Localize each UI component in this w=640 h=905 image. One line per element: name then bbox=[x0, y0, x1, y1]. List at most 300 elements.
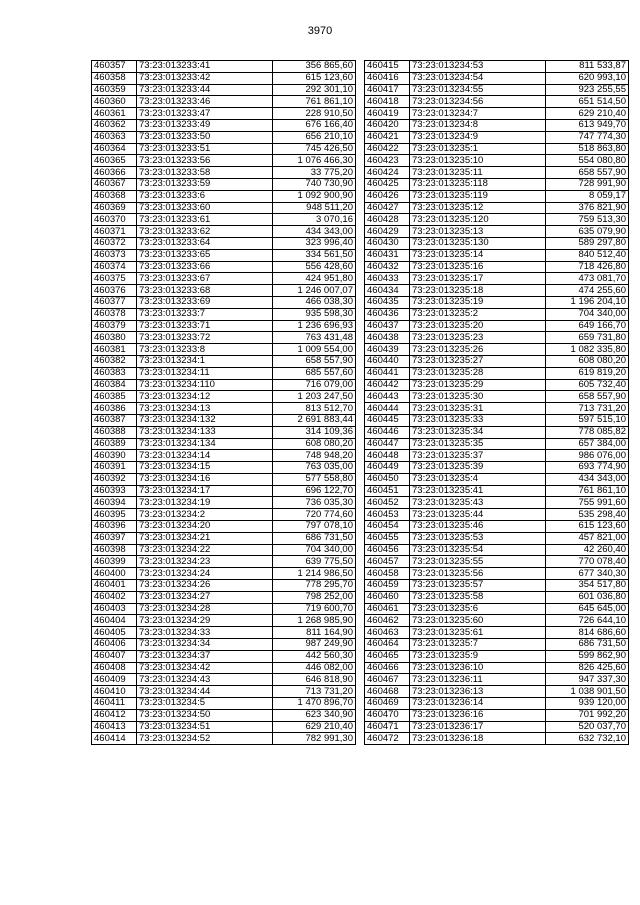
table-row bbox=[92, 261, 356, 273]
cadastral-number-cell: 73:23:013236:11 bbox=[410, 674, 546, 686]
record-number-cell: 460426 bbox=[365, 190, 410, 202]
cadastral-number-cell: 73:23:013233:62 bbox=[137, 226, 273, 238]
cadastral-number-cell: 73:23:013233:65 bbox=[137, 249, 273, 261]
cadastral-number-cell: 73:23:013234:26 bbox=[137, 580, 273, 592]
cadastral-number-cell: 73:23:013233:69 bbox=[137, 296, 273, 308]
cadastral-value-cell: 778 085,82 bbox=[546, 426, 629, 438]
table-row bbox=[92, 344, 356, 356]
table-row bbox=[92, 615, 356, 627]
record-number-cell: 460409 bbox=[92, 674, 137, 686]
cadastral-value-cell: 520 037,70 bbox=[546, 721, 629, 733]
cadastral-number-cell: 73:23:013234:1 bbox=[137, 355, 273, 367]
cadastral-value-cell: 797 078,10 bbox=[273, 521, 356, 533]
cadastral-number-cell: 73:23:013233:60 bbox=[137, 202, 273, 214]
cadastral-number-cell: 73:23:013235:18 bbox=[410, 285, 546, 297]
cadastral-number-cell: 73:23:013233:67 bbox=[137, 273, 273, 285]
cadastral-value-cell: 613 949,70 bbox=[546, 119, 629, 131]
cadastral-number-cell: 73:23:013235:43 bbox=[410, 497, 546, 509]
cadastral-value-cell: 597 515,10 bbox=[546, 414, 629, 426]
cadastral-value-cell: 1 076 466,30 bbox=[273, 155, 356, 167]
record-number-cell: 460416 bbox=[365, 72, 410, 84]
cadastral-number-cell: 73:23:013235:34 bbox=[410, 426, 546, 438]
cadastral-value-cell: 605 732,40 bbox=[546, 379, 629, 391]
table-row bbox=[92, 532, 356, 544]
cadastral-value-cell: 556 428,60 bbox=[273, 261, 356, 273]
record-number-cell: 460460 bbox=[365, 591, 410, 603]
record-number-cell: 460362 bbox=[92, 119, 137, 131]
record-number-cell: 460407 bbox=[92, 650, 137, 662]
cadastral-value-cell: 599 862,90 bbox=[546, 650, 629, 662]
table-row bbox=[92, 190, 356, 202]
cadastral-number-cell: 73:23:013235:31 bbox=[410, 403, 546, 415]
table-row bbox=[92, 108, 356, 120]
cadastral-value-cell: 620 993,10 bbox=[546, 72, 629, 84]
record-number-cell: 460428 bbox=[365, 214, 410, 226]
cadastral-value-cell: 457 821,00 bbox=[546, 532, 629, 544]
cadastral-value-cell: 719 600,70 bbox=[273, 603, 356, 615]
table-row bbox=[365, 473, 629, 485]
record-number-cell: 460361 bbox=[92, 108, 137, 120]
cadastral-number-cell: 73:23:013233:51 bbox=[137, 143, 273, 155]
table-row bbox=[365, 627, 629, 639]
table-row bbox=[365, 556, 629, 568]
cadastral-number-cell: 73:23:013234:51 bbox=[137, 721, 273, 733]
cadastral-value-cell: 826 425,60 bbox=[546, 662, 629, 674]
cadastral-value-cell: 761 861,10 bbox=[546, 485, 629, 497]
cadastral-number-cell: 73:23:013234:15 bbox=[137, 462, 273, 474]
cadastral-value-cell: 1 082 335,80 bbox=[546, 344, 629, 356]
cadastral-value-cell: 726 644,10 bbox=[546, 615, 629, 627]
cadastral-number-cell: 73:23:013235:119 bbox=[410, 190, 546, 202]
record-number-cell: 460446 bbox=[365, 426, 410, 438]
record-number-cell: 460389 bbox=[92, 438, 137, 450]
record-number-cell: 460413 bbox=[92, 721, 137, 733]
cadastral-number-cell: 73:23:013235:37 bbox=[410, 450, 546, 462]
cadastral-value-cell: 629 210,40 bbox=[546, 108, 629, 120]
cadastral-number-cell: 73:23:013234:12 bbox=[137, 391, 273, 403]
record-number-cell: 460390 bbox=[92, 450, 137, 462]
cadastral-number-cell: 73:23:013234:133 bbox=[137, 426, 273, 438]
table-row bbox=[92, 379, 356, 391]
cadastral-value-cell: 8 059,17 bbox=[546, 190, 629, 202]
cadastral-number-cell: 73:23:013235:44 bbox=[410, 509, 546, 521]
record-number-cell: 460424 bbox=[365, 167, 410, 179]
cadastral-value-cell: 518 863,80 bbox=[546, 143, 629, 155]
cadastral-number-cell: 73:23:013234:14 bbox=[137, 450, 273, 462]
cadastral-value-cell: 632 732,10 bbox=[546, 733, 629, 745]
table-row bbox=[92, 426, 356, 438]
record-number-cell: 460377 bbox=[92, 296, 137, 308]
cadastral-value-cell: 740 730,90 bbox=[273, 178, 356, 190]
cadastral-value-cell: 434 343,00 bbox=[273, 226, 356, 238]
table-row bbox=[92, 367, 356, 379]
cadastral-number-cell: 73:23:013235:2 bbox=[410, 308, 546, 320]
cadastral-number-cell: 73:23:013234:34 bbox=[137, 639, 273, 651]
record-number-cell: 460370 bbox=[92, 214, 137, 226]
record-number-cell: 460374 bbox=[92, 261, 137, 273]
cadastral-value-cell: 713 731,20 bbox=[546, 403, 629, 415]
table-row bbox=[365, 285, 629, 297]
table-row bbox=[365, 438, 629, 450]
record-number-cell: 460427 bbox=[365, 202, 410, 214]
cadastral-value-cell: 608 080,20 bbox=[273, 438, 356, 450]
record-number-cell: 460414 bbox=[92, 733, 137, 745]
record-number-cell: 460421 bbox=[365, 131, 410, 143]
table-row bbox=[92, 119, 356, 131]
table-row bbox=[92, 497, 356, 509]
cadastral-value-cell: 1 196 204,10 bbox=[546, 296, 629, 308]
record-number-cell: 460470 bbox=[365, 709, 410, 721]
record-number-cell: 460378 bbox=[92, 308, 137, 320]
cadastral-number-cell: 73:23:013234:20 bbox=[137, 521, 273, 533]
cadastral-value-cell: 948 511,20 bbox=[273, 202, 356, 214]
cadastral-value-cell: 601 036,80 bbox=[546, 591, 629, 603]
record-number-cell: 460401 bbox=[92, 580, 137, 592]
record-number-cell: 460403 bbox=[92, 603, 137, 615]
record-number-cell: 460380 bbox=[92, 332, 137, 344]
record-number-cell: 460410 bbox=[92, 686, 137, 698]
table-row bbox=[92, 320, 356, 332]
table-row bbox=[365, 237, 629, 249]
cadastral-value-cell: 645 645,00 bbox=[546, 603, 629, 615]
cadastral-number-cell: 73:23:013235:17 bbox=[410, 273, 546, 285]
cadastral-number-cell: 73:23:013233:56 bbox=[137, 155, 273, 167]
record-number-cell: 460406 bbox=[92, 639, 137, 651]
cadastral-value-cell: 939 120,00 bbox=[546, 698, 629, 710]
cadastral-value-cell: 798 252,00 bbox=[273, 591, 356, 603]
record-number-cell: 460412 bbox=[92, 709, 137, 721]
table-row bbox=[92, 72, 356, 84]
table-row bbox=[365, 603, 629, 615]
cadastral-value-cell: 629 210,40 bbox=[273, 721, 356, 733]
cadastral-number-cell: 73:23:013235:61 bbox=[410, 627, 546, 639]
table-row bbox=[365, 662, 629, 674]
cadastral-value-cell: 704 340,00 bbox=[273, 544, 356, 556]
cadastral-value-cell: 923 255,55 bbox=[546, 84, 629, 96]
cadastral-value-cell: 716 079,00 bbox=[273, 379, 356, 391]
table-row bbox=[365, 544, 629, 556]
cadastral-number-cell: 73:23:013233:71 bbox=[137, 320, 273, 332]
cadastral-number-cell: 73:23:013234:13 bbox=[137, 403, 273, 415]
table-row bbox=[365, 143, 629, 155]
table-row bbox=[365, 226, 629, 238]
cadastral-number-cell: 73:23:013235:26 bbox=[410, 344, 546, 356]
record-number-cell: 460448 bbox=[365, 450, 410, 462]
cadastral-value-cell: 685 557,60 bbox=[273, 367, 356, 379]
cadastral-number-cell: 73:23:013235:6 bbox=[410, 603, 546, 615]
cadastral-value-cell: 334 561,50 bbox=[273, 249, 356, 261]
cadastral-value-cell: 656 210,10 bbox=[273, 131, 356, 143]
table-row bbox=[92, 155, 356, 167]
cadastral-number-cell: 73:23:013234:44 bbox=[137, 686, 273, 698]
table-row bbox=[92, 709, 356, 721]
cadastral-number-cell: 73:23:013234:55 bbox=[410, 84, 546, 96]
record-number-cell: 460471 bbox=[365, 721, 410, 733]
record-number-cell: 460379 bbox=[92, 320, 137, 332]
record-number-cell: 460425 bbox=[365, 178, 410, 190]
table-row bbox=[92, 473, 356, 485]
cadastral-value-cell: 639 775,50 bbox=[273, 556, 356, 568]
record-number-cell: 460365 bbox=[92, 155, 137, 167]
cadastral-number-cell: 73:23:013235:19 bbox=[410, 296, 546, 308]
table-row bbox=[92, 61, 356, 73]
cadastral-value-cell: 763 431,48 bbox=[273, 332, 356, 344]
cadastral-number-cell: 73:23:013234:27 bbox=[137, 591, 273, 603]
cadastral-number-cell: 73:23:013234:2 bbox=[137, 509, 273, 521]
table-row bbox=[365, 84, 629, 96]
table-row bbox=[365, 155, 629, 167]
cadastral-number-cell: 73:23:013235:54 bbox=[410, 544, 546, 556]
record-number-cell: 460435 bbox=[365, 296, 410, 308]
cadastral-number-cell: 73:23:013234:16 bbox=[137, 473, 273, 485]
record-number-cell: 460459 bbox=[365, 580, 410, 592]
record-number-cell: 460373 bbox=[92, 249, 137, 261]
record-number-cell: 460450 bbox=[365, 473, 410, 485]
table-row bbox=[92, 438, 356, 450]
table-row bbox=[365, 273, 629, 285]
table-row bbox=[92, 414, 356, 426]
cadastral-value-cell: 658 557,90 bbox=[546, 391, 629, 403]
table-row bbox=[92, 167, 356, 179]
table-row bbox=[92, 355, 356, 367]
record-number-cell: 460385 bbox=[92, 391, 137, 403]
cadastral-number-cell: 73:23:013234:11 bbox=[137, 367, 273, 379]
cadastral-number-cell: 73:23:013235:60 bbox=[410, 615, 546, 627]
register-table-left-body bbox=[92, 61, 356, 745]
record-number-cell: 460392 bbox=[92, 473, 137, 485]
cadastral-value-cell: 608 080,20 bbox=[546, 355, 629, 367]
cadastral-value-cell: 755 991,60 bbox=[546, 497, 629, 509]
record-number-cell: 460463 bbox=[365, 627, 410, 639]
cadastral-value-cell: 1 009 554,00 bbox=[273, 344, 356, 356]
table-row bbox=[92, 332, 356, 344]
table-row bbox=[92, 580, 356, 592]
record-number-cell: 460455 bbox=[365, 532, 410, 544]
table-row bbox=[365, 72, 629, 84]
cadastral-number-cell: 73:23:013235:12 bbox=[410, 202, 546, 214]
cadastral-value-cell: 356 865,60 bbox=[273, 61, 356, 73]
cadastral-value-cell: 623 340,90 bbox=[273, 709, 356, 721]
cadastral-number-cell: 73:23:013235:13 bbox=[410, 226, 546, 238]
cadastral-number-cell: 73:23:013234:132 bbox=[137, 414, 273, 426]
cadastral-value-cell: 686 731,50 bbox=[273, 532, 356, 544]
table-row bbox=[365, 108, 629, 120]
cadastral-number-cell: 73:23:013235:16 bbox=[410, 261, 546, 273]
record-number-cell: 460394 bbox=[92, 497, 137, 509]
cadastral-number-cell: 73:23:013236:18 bbox=[410, 733, 546, 745]
table-row bbox=[365, 355, 629, 367]
record-number-cell: 460440 bbox=[365, 355, 410, 367]
record-number-cell: 460457 bbox=[365, 556, 410, 568]
cadastral-value-cell: 747 774,30 bbox=[546, 131, 629, 143]
record-number-cell: 460462 bbox=[365, 615, 410, 627]
register-table-left bbox=[91, 60, 356, 745]
table-row bbox=[92, 226, 356, 238]
cadastral-number-cell: 73:23:013236:13 bbox=[410, 686, 546, 698]
table-row bbox=[365, 733, 629, 745]
cadastral-value-cell: 446 082,00 bbox=[273, 662, 356, 674]
record-number-cell: 460452 bbox=[365, 497, 410, 509]
table-row bbox=[365, 521, 629, 533]
table-row bbox=[365, 485, 629, 497]
cadastral-number-cell: 73:23:013233:64 bbox=[137, 237, 273, 249]
record-number-cell: 460445 bbox=[365, 414, 410, 426]
cadastral-number-cell: 73:23:013234:7 bbox=[410, 108, 546, 120]
cadastral-number-cell: 73:23:013235:29 bbox=[410, 379, 546, 391]
table-row bbox=[92, 96, 356, 108]
table-row bbox=[365, 509, 629, 521]
record-number-cell: 460360 bbox=[92, 96, 137, 108]
cadastral-value-cell: 466 038,30 bbox=[273, 296, 356, 308]
cadastral-number-cell: 73:23:013233:50 bbox=[137, 131, 273, 143]
record-number-cell: 460397 bbox=[92, 532, 137, 544]
cadastral-value-cell: 763 035,00 bbox=[273, 462, 356, 474]
table-row bbox=[365, 249, 629, 261]
table-row bbox=[92, 308, 356, 320]
page-number: 3970 bbox=[307, 25, 333, 37]
table-row bbox=[365, 96, 629, 108]
cadastral-number-cell: 73:23:013235:7 bbox=[410, 639, 546, 651]
cadastral-number-cell: 73:23:013235:23 bbox=[410, 332, 546, 344]
cadastral-number-cell: 73:23:013235:27 bbox=[410, 355, 546, 367]
cadastral-value-cell: 736 035,30 bbox=[273, 497, 356, 509]
record-number-cell: 460431 bbox=[365, 249, 410, 261]
cadastral-number-cell: 73:23:013233:7 bbox=[137, 308, 273, 320]
table-row bbox=[365, 296, 629, 308]
cadastral-value-cell: 770 078,40 bbox=[546, 556, 629, 568]
record-number-cell: 460359 bbox=[92, 84, 137, 96]
cadastral-value-cell: 535 298,40 bbox=[546, 509, 629, 521]
record-number-cell: 460437 bbox=[365, 320, 410, 332]
cadastral-value-cell: 577 558,80 bbox=[273, 473, 356, 485]
cadastral-value-cell: 376 821,90 bbox=[546, 202, 629, 214]
record-number-cell: 460429 bbox=[365, 226, 410, 238]
record-number-cell: 460434 bbox=[365, 285, 410, 297]
cadastral-number-cell: 73:23:013234:24 bbox=[137, 568, 273, 580]
table-row bbox=[92, 296, 356, 308]
cadastral-number-cell: 73:23:013236:16 bbox=[410, 709, 546, 721]
cadastral-value-cell: 778 295,70 bbox=[273, 580, 356, 592]
cadastral-value-cell: 554 080,80 bbox=[546, 155, 629, 167]
cadastral-value-cell: 748 948,20 bbox=[273, 450, 356, 462]
record-number-cell: 460393 bbox=[92, 485, 137, 497]
table-row bbox=[365, 320, 629, 332]
cadastral-number-cell: 73:23:013234:134 bbox=[137, 438, 273, 450]
cadastral-number-cell: 73:23:013235:14 bbox=[410, 249, 546, 261]
cadastral-number-cell: 73:23:013235:1 bbox=[410, 143, 546, 155]
cadastral-number-cell: 73:23:013233:61 bbox=[137, 214, 273, 226]
cadastral-number-cell: 73:23:013234:37 bbox=[137, 650, 273, 662]
table-row bbox=[365, 532, 629, 544]
cadastral-number-cell: 73:23:013233:47 bbox=[137, 108, 273, 120]
record-number-cell: 460447 bbox=[365, 438, 410, 450]
cadastral-number-cell: 73:23:013233:49 bbox=[137, 119, 273, 131]
cadastral-value-cell: 659 731,80 bbox=[546, 332, 629, 344]
cadastral-value-cell: 693 774,90 bbox=[546, 462, 629, 474]
cadastral-value-cell: 1 246 007,07 bbox=[273, 285, 356, 297]
cadastral-value-cell: 718 426,80 bbox=[546, 261, 629, 273]
table-row bbox=[92, 662, 356, 674]
table-row bbox=[92, 273, 356, 285]
record-number-cell: 460367 bbox=[92, 178, 137, 190]
cadastral-value-cell: 986 076,00 bbox=[546, 450, 629, 462]
table-row bbox=[365, 391, 629, 403]
table-row bbox=[92, 462, 356, 474]
record-number-cell: 460432 bbox=[365, 261, 410, 273]
table-row bbox=[92, 285, 356, 297]
record-number-cell: 460464 bbox=[365, 639, 410, 651]
cadastral-number-cell: 73:23:013235:10 bbox=[410, 155, 546, 167]
table-row bbox=[365, 131, 629, 143]
record-number-cell: 460422 bbox=[365, 143, 410, 155]
cadastral-value-cell: 658 557,90 bbox=[273, 355, 356, 367]
record-number-cell: 460396 bbox=[92, 521, 137, 533]
cadastral-value-cell: 704 340,00 bbox=[546, 308, 629, 320]
record-number-cell: 460468 bbox=[365, 686, 410, 698]
cadastral-number-cell: 73:23:013234:23 bbox=[137, 556, 273, 568]
cadastral-value-cell: 987 249,90 bbox=[273, 639, 356, 651]
record-number-cell: 460376 bbox=[92, 285, 137, 297]
table-row bbox=[365, 686, 629, 698]
cadastral-number-cell: 73:23:013233:72 bbox=[137, 332, 273, 344]
cadastral-value-cell: 651 514,50 bbox=[546, 96, 629, 108]
table-row bbox=[92, 733, 356, 745]
table-row bbox=[365, 332, 629, 344]
cadastral-value-cell: 720 774,60 bbox=[273, 509, 356, 521]
record-number-cell: 460420 bbox=[365, 119, 410, 131]
record-number-cell: 460451 bbox=[365, 485, 410, 497]
record-number-cell: 460418 bbox=[365, 96, 410, 108]
cadastral-value-cell: 728 991,90 bbox=[546, 178, 629, 190]
cadastral-number-cell: 73:23:013234:9 bbox=[410, 131, 546, 143]
cadastral-number-cell: 73:23:013235:120 bbox=[410, 214, 546, 226]
table-row bbox=[92, 509, 356, 521]
record-number-cell: 460438 bbox=[365, 332, 410, 344]
table-row bbox=[92, 143, 356, 155]
record-number-cell: 460391 bbox=[92, 462, 137, 474]
cadastral-value-cell: 1 470 896,70 bbox=[273, 698, 356, 710]
cadastral-value-cell: 1 214 986,50 bbox=[273, 568, 356, 580]
record-number-cell: 460369 bbox=[92, 202, 137, 214]
record-number-cell: 460381 bbox=[92, 344, 137, 356]
record-number-cell: 460449 bbox=[365, 462, 410, 474]
table-row bbox=[92, 237, 356, 249]
table-row bbox=[92, 485, 356, 497]
cadastral-number-cell: 73:23:013234:110 bbox=[137, 379, 273, 391]
table-row bbox=[365, 721, 629, 733]
record-number-cell: 460411 bbox=[92, 698, 137, 710]
record-number-cell: 460423 bbox=[365, 155, 410, 167]
cadastral-number-cell: 73:23:013234:22 bbox=[137, 544, 273, 556]
record-number-cell: 460417 bbox=[365, 84, 410, 96]
cadastral-value-cell: 228 910,50 bbox=[273, 108, 356, 120]
cadastral-value-cell: 474 255,60 bbox=[546, 285, 629, 297]
cadastral-value-cell: 947 337,30 bbox=[546, 674, 629, 686]
table-row bbox=[92, 591, 356, 603]
table-row bbox=[365, 450, 629, 462]
cadastral-number-cell: 73:23:013236:17 bbox=[410, 721, 546, 733]
table-row bbox=[92, 214, 356, 226]
table-row bbox=[365, 308, 629, 320]
cadastral-value-cell: 589 297,80 bbox=[546, 237, 629, 249]
table-row bbox=[92, 568, 356, 580]
cadastral-number-cell: 73:23:013234:52 bbox=[137, 733, 273, 745]
cadastral-value-cell: 811 533,87 bbox=[546, 61, 629, 73]
record-number-cell: 460444 bbox=[365, 403, 410, 415]
cadastral-value-cell: 745 426,50 bbox=[273, 143, 356, 155]
table-row bbox=[365, 403, 629, 415]
table-row bbox=[365, 261, 629, 273]
